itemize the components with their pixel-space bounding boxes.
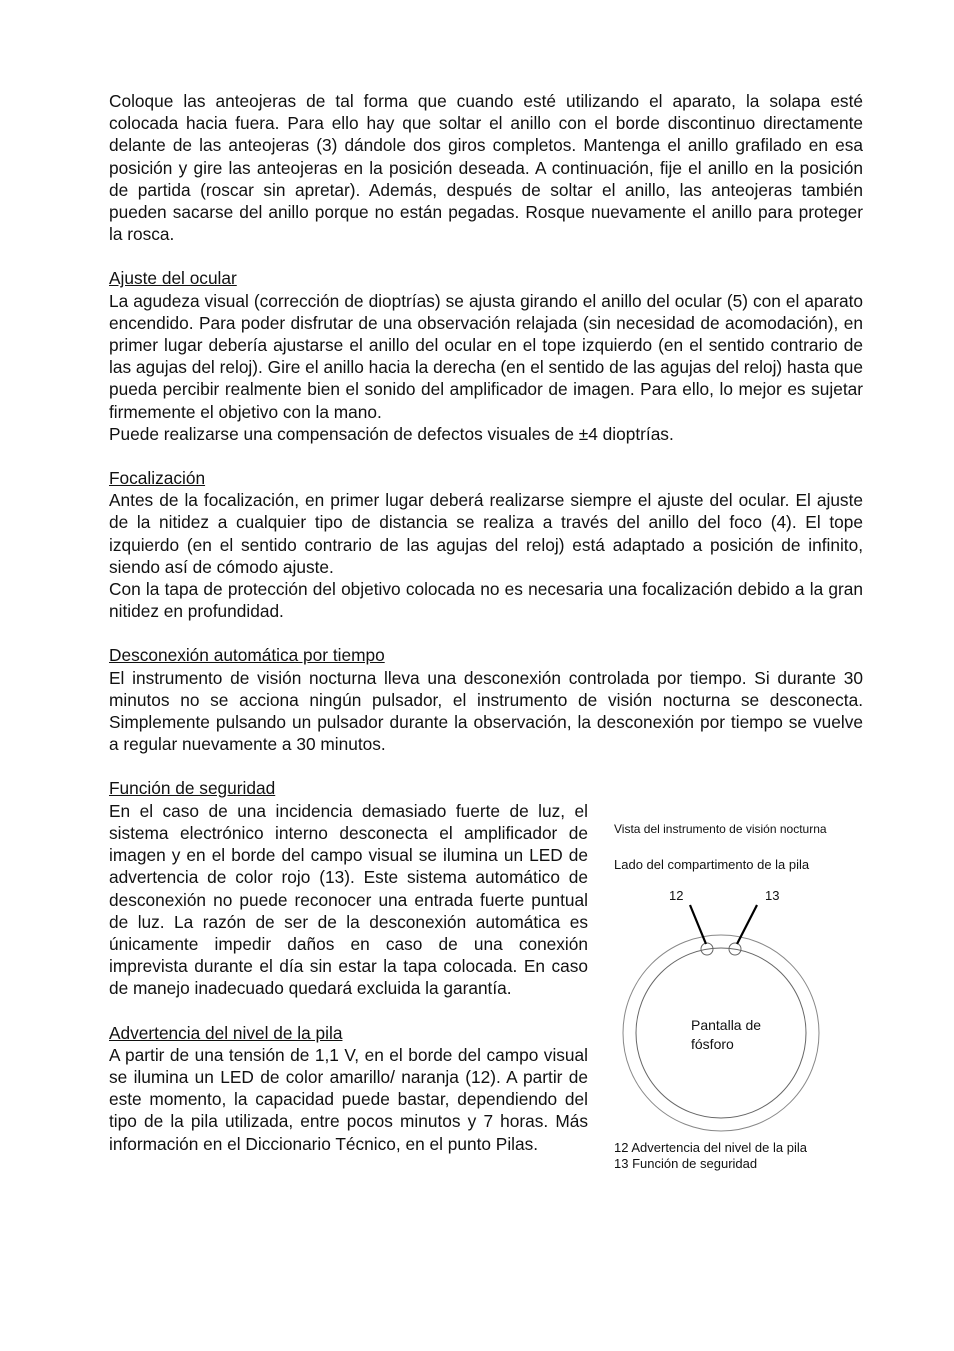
battery-paragraph: A partir de una tensión de 1,1 V, en el borde del campo visual se ilumina un LED de color amarillo/ naranja (12). A partir de este momento, la capacidad puede bastar, dependiendo del tipo de la pila utilizada, entre pocos minutos y 7 horas. Más información en el Diccionario Técnico, en el punto Pilas.	[109, 1044, 588, 1154]
focus-paragraph-1: Antes de la focalización, en primer lugar deberá realizarse siempre el ajuste del ocular. El ajuste de la nitidez a cualquier tipo de distancia se realiza a través del anillo del foco (4). El tope izquierdo (en el sentido contrario de las agujas del reloj) está adaptado a posición de infinito, siendo así de cómodo ajuste.	[109, 490, 863, 577]
auto-off-paragraph: El instrumento de visión nocturna lleva una desconexión controlada por tiempo. Si durante 30 minutos no se acciona ningún pulsador, el instrumento de visión nocturna se desconecta. Simplemente pulsando un pulsador durante la observación, la desconexión por tiempo se vuelve a regular nuevamente a 30 minutos.	[109, 667, 863, 755]
screen-label-line-2: fósforo	[691, 1036, 734, 1052]
screen-label-line-1: Pantalla de	[691, 1017, 762, 1033]
figure-title: Vista del instrumento de visión nocturna	[614, 822, 827, 836]
section-ocular	[109, 267, 863, 445]
intro-paragraph: Coloque las anteojeras de tal forma que cuando esté utilizando el aparato, la solapa esté colocada hacia fuera. Para ello hay que soltar el anillo con el borde discontinuo directamente delante de las anteojeras (3) dándole dos giros completos. Mantenga el anillo grafilado en esa posición y gire las anteojeras en la posición deseada. A continuación, fije el anillo en la posición de partida (roscar sin apretar). Además, después de soltar el anillo, las anteojeras también pueden sacarse del anillo porque no están pegadas. Rosque nuevamente el anillo para proteger la rosca.	[109, 91, 863, 245]
ocular-paragraph-2: Puede realizarse una compensación de defectos visuales de ±4 dioptrías.	[109, 423, 674, 444]
heading-auto-off: Desconexión automática por tiempo	[109, 645, 385, 666]
focus-paragraph-2: Con la tapa de protección del objetivo colocada no es necesaria una focalización debido a la gran nitidez en profundidad.	[109, 579, 863, 622]
figure-subtitle: Lado del compartimento de la pila	[614, 857, 810, 872]
device-diagram-svg	[614, 818, 854, 1178]
heading-focus: Focalización	[109, 468, 206, 489]
section-focus	[109, 467, 863, 622]
safety-paragraph: En el caso de una incidencia demasiado fuerte de luz, el sistema electrónico interno desconecta el amplificador de imagen y en el borde del campo visual se ilumina un LED de advertencia de color rojo (13). Este sistema automático de desconexión no puede reconocer una entrada fuerte puntual de luz. La razón de ser de la desconexión automática es únicamente impedir daños en caso de una conexión imprevista durante el día sin estar la tapa colocada. En caso de manejo inadecuado quedará excluida la garantía.	[109, 800, 588, 999]
label-12: 12	[669, 888, 684, 903]
heading-safety: Función de seguridad	[109, 778, 276, 799]
device-diagram	[614, 818, 854, 1178]
heading-ocular: Ajuste del ocular	[109, 268, 237, 289]
heading-battery: Advertencia del nivel de la pila	[109, 1022, 343, 1043]
legend-12: 12 Advertencia del nivel de la pila	[614, 1140, 807, 1155]
ocular-paragraph-1: La agudeza visual (corrección de dioptrías) se ajusta girando el anillo del ocular (5) con el aparato encendido. Para poder disfrutar de una observación relajada (sin necesidad de acomodación), en primer lugar debería ajustarse el anillo del ocular en el tope izquierdo (en el sentido contrario de las agujas del reloj). Gire el anillo hacia la derecha (en el sentido de las agujas del reloj) hasta que pueda percibir realmente bien el sonido del amplificador de imagen. Para ello, lo mejor es sujetar firmemente el objetivo con la mano.	[109, 290, 863, 422]
legend-13: 13 Función de seguridad	[614, 1156, 758, 1171]
section-auto-off	[109, 644, 863, 755]
label-13: 13	[765, 888, 780, 903]
